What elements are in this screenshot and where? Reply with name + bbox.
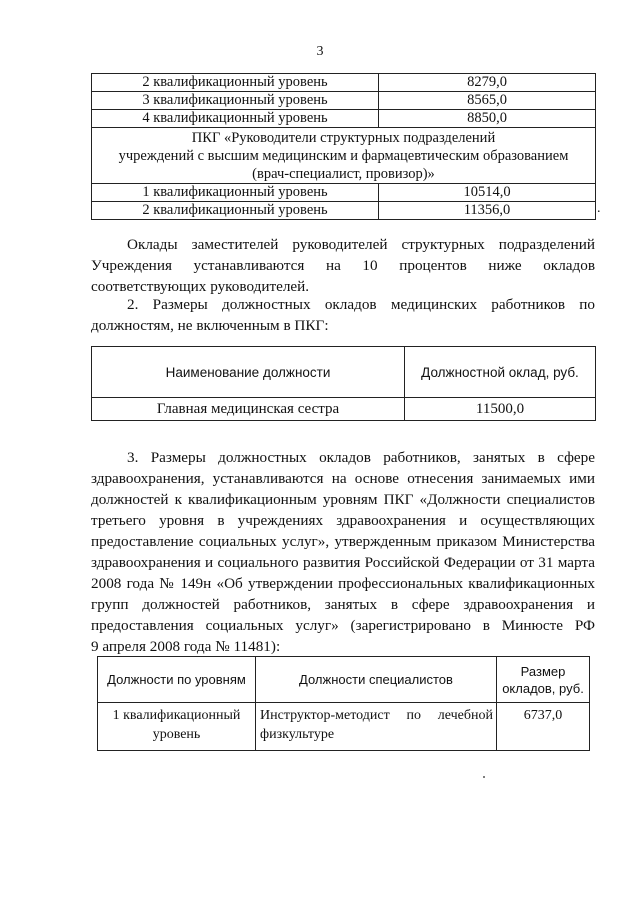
- position-cell: Главная медицинская сестра: [92, 398, 405, 421]
- text-line: соответствующих руководителей.: [91, 278, 310, 295]
- salary-cell: 8565,0: [379, 92, 596, 110]
- table-row: [92, 110, 596, 128]
- table-header-row: [98, 657, 590, 703]
- salary-cell: 8850,0: [379, 110, 596, 128]
- text-line: 3. Размеры должностных окладов работников, занятых в сфере: [127, 449, 595, 466]
- text-line: Оклады заместителей руководителей структурных подразделений: [127, 236, 595, 253]
- paragraph-deputy-salaries: [91, 234, 595, 297]
- text-line: предоставления социальных услуг» (зарегистрировано в Минюсте РФ: [91, 617, 595, 634]
- header-line: окладов, руб.: [502, 680, 584, 696]
- level-cell: 2 квалификационный уровень: [92, 74, 379, 92]
- group-header-line: ПКГ «Руководители структурных подразделений: [191, 130, 496, 146]
- scan-speck: [483, 776, 485, 778]
- cell-line: 1 квалификационный: [112, 708, 241, 723]
- paragraph-medical-workers: [91, 294, 595, 336]
- salary-cell: 11356,0: [379, 202, 596, 220]
- level-cell: 1 квалификационный уровень: [92, 184, 379, 202]
- column-header: Должности по уровням: [98, 657, 256, 703]
- salary-table-qualification-levels: [91, 73, 596, 220]
- column-header: Должности специалистов: [256, 657, 497, 703]
- table-row: [92, 74, 596, 92]
- text-line: 2. Размеры должностных окладов медицинских работников по: [127, 296, 595, 313]
- scan-dot: .: [597, 201, 601, 216]
- table-row: [92, 92, 596, 110]
- text-line: должностям, не включенным в ПКГ:: [91, 317, 329, 334]
- salary-table-specialists: [97, 656, 590, 751]
- column-header: [497, 657, 590, 703]
- table-row: [92, 202, 596, 220]
- level-cell: [98, 703, 256, 751]
- text-line: третьего уровня в учреждениях здравоохранения и осуществляющих: [91, 512, 595, 529]
- position-cell: [256, 703, 497, 751]
- header-line: Размер: [520, 663, 566, 679]
- text-line: групп должностей работников, занятых в сфере здравоохранения и: [91, 596, 595, 613]
- level-cell: 2 квалификационный уровень: [92, 202, 379, 220]
- table-row: [92, 398, 596, 421]
- column-header: Наименование должности: [92, 347, 405, 398]
- level-cell: 3 квалификационный уровень: [92, 92, 379, 110]
- text-line: должностей к квалификационным уровням ПКГ «Должности специалистов: [91, 491, 595, 508]
- cell-line: физкультуре: [260, 727, 335, 742]
- column-header: Должностной оклад, руб.: [405, 347, 596, 398]
- text-line: здравоохранения и социального развития Российской Федерации от 31 марта: [91, 554, 595, 571]
- text-line: 2008 года № 149н «Об утверждении профессиональных квалификационных: [91, 575, 595, 592]
- group-header-cell: [92, 128, 596, 184]
- salary-table-positions: [91, 346, 596, 421]
- salary-cell: 10514,0: [379, 184, 596, 202]
- table-row: [98, 703, 590, 751]
- table-header-row: [92, 347, 596, 398]
- salary-cell: 8279,0: [379, 74, 596, 92]
- text-line: Учреждения устанавливаются на 10 процентов ниже окладов: [91, 257, 595, 274]
- page-number: 3: [316, 44, 324, 59]
- text-line: здравоохранения, устанавливаются на основе отнесения занимаемых ими: [91, 470, 595, 487]
- paragraph-healthcare-workers: [91, 447, 595, 657]
- group-header-line: учреждений с высшим медицинским и фармацевтическим образованием: [118, 148, 569, 164]
- level-cell: 4 квалификационный уровень: [92, 110, 379, 128]
- cell-line: Инструктор-методист по лечебной: [260, 708, 493, 723]
- table-row: [92, 184, 596, 202]
- salary-cell: 11500,0: [405, 398, 596, 421]
- text-line: предоставление социальных услуг», утвержденным приказом Министерства: [91, 533, 595, 550]
- group-header-row: [92, 128, 596, 184]
- salary-cell: 6737,0: [497, 703, 590, 751]
- text-line: 9 апреля 2008 года № 11481):: [91, 638, 281, 655]
- group-header-line: (врач-специалист, провизор)»: [252, 166, 435, 182]
- cell-line: уровень: [152, 727, 201, 742]
